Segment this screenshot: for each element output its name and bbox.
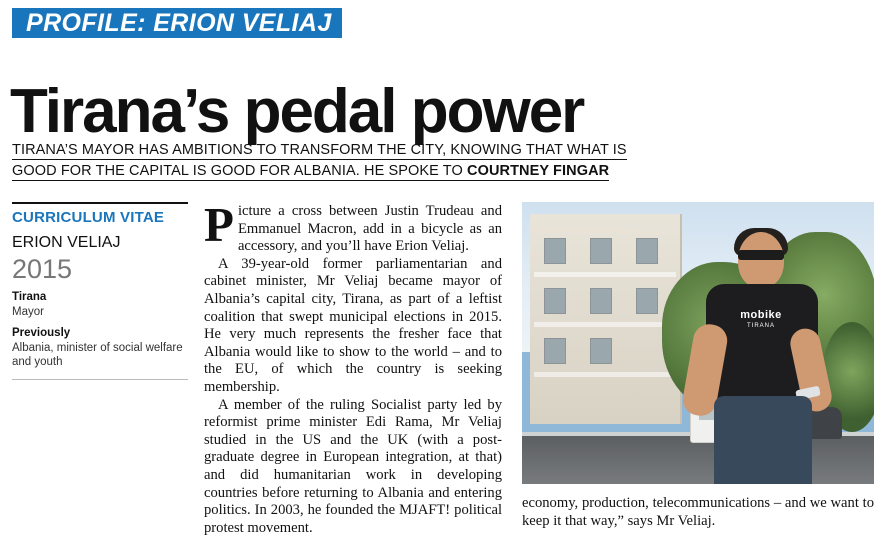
sunglasses-icon: [738, 250, 784, 260]
photo-window: [636, 288, 658, 314]
shirt-logo-subtext: TIRANA: [746, 323, 775, 329]
kicker-label: PROFILE: ERION VELIAJ: [22, 8, 342, 38]
shirt-logo-text: mobike: [740, 309, 782, 321]
cv-previous-label: Previously: [12, 327, 71, 339]
body-paragraph-1: [204, 197, 502, 256]
photo-bicycle: [546, 388, 696, 484]
standfirst-line-2: GOOD FOR THE CAPITAL IS GOOD FOR ALBANIA. HE SPOKE TO: [12, 163, 467, 179]
page-title: Tirana’s pedal power: [10, 76, 584, 146]
article-kicker: [12, 8, 342, 38]
photo-balcony: [534, 272, 676, 277]
photo-window: [544, 238, 566, 264]
body-column-2: [522, 495, 874, 530]
photo-subject: [682, 232, 832, 484]
cv-bottom-rule: [12, 379, 188, 380]
cv-current-role: Mayor: [12, 306, 44, 318]
cv-current-place: Tirana: [12, 291, 47, 303]
photo-subject-head: [738, 232, 784, 288]
photo-balcony: [534, 322, 676, 327]
photo-window: [590, 288, 612, 314]
photo-window: [544, 338, 566, 364]
cv-year: 2015: [12, 254, 73, 284]
shirt-logo: [734, 310, 788, 332]
photo-window: [590, 238, 612, 264]
photo-window: [590, 338, 612, 364]
standfirst: [12, 140, 702, 182]
drop-cap: P: [204, 197, 234, 252]
cv-previous-role: Albania, minister of social welfare and youth: [12, 342, 183, 368]
body-column-2-paragraph: economy, production, telecommunications – and we want to keep it that way,” says Mr Veliaj.: [522, 495, 874, 529]
cv-person-name: ERION VELIAJ: [12, 234, 121, 251]
article-photo: [522, 202, 874, 484]
curriculum-vitae-box: [12, 202, 188, 380]
standfirst-line-1: TIRANA’S MAYOR HAS AMBITIONS TO TRANSFORM THE CITY, KNOWING THAT WHAT IS: [12, 142, 627, 158]
photo-subject-jeans: [714, 396, 812, 484]
photo-window: [636, 238, 658, 264]
cv-title: CURRICULUM VITAE: [12, 209, 165, 226]
photo-balcony: [534, 372, 676, 377]
standfirst-byline: COURTNEY FINGAR: [467, 163, 610, 179]
body-paragraph-3: A member of the ruling Socialist party led by reformist prime minister Edi Rama, Mr Veliaj studied in the US and the UK (with a post-graduate degree in European integration, at that) and did humanitarian work in developing countries before returning to Albania and entering politics. In 2003, he founded the MJAFT! political protest movement.: [204, 396, 502, 536]
kicker-accent-bar: [12, 8, 22, 38]
body-column-1: [204, 197, 502, 537]
body-paragraph-1-text: icture a cross between Justin Trudeau and Emmanuel Macron, add in a bicycle as an accessory, and you’ll have Erion Veliaj.: [237, 203, 502, 255]
cv-top-rule: [12, 202, 188, 204]
body-paragraph-2: A 39-year-old former parliamentarian and cabinet minister, Mr Veliaj became mayor of Albania’s capital city, Tirana, as part of a leftist coalition that swept municipal elections in 2015. He very much represents the fresher face that Albania would like to show to the world – and to the EU, of which the country is seeking membership.: [204, 255, 502, 395]
photo-window: [544, 288, 566, 314]
